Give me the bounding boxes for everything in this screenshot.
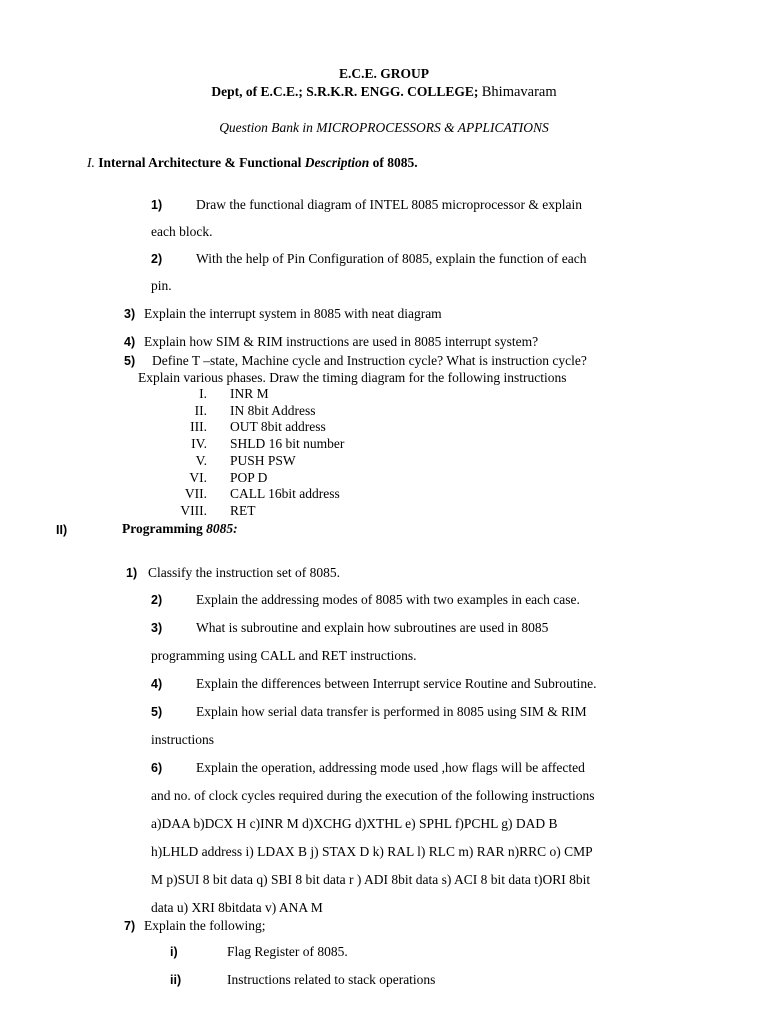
section1-title-a: Internal Architecture & Functional [98,155,302,170]
s1-q5-item-5-text: PUSH PSW [230,453,296,468]
s2-q3-number: 3) [151,621,163,635]
s2-q7-item-2-text: Instructions related to stack operations [227,972,436,987]
s1-q5-item-3-numeral: III. [190,419,207,434]
section1-numeral: I. [87,155,95,170]
s1-q5-item-8-text: RET [230,503,256,518]
s1-q1-line2: each block. [151,224,213,239]
s1-q3-number: 3) [124,307,136,321]
s2-q3-line2: programming using CALL and RET instructions. [151,648,417,663]
s2-q5-line1: Explain how serial data transfer is performed in 8085 using SIM & RIM [196,704,587,719]
header-subtitle: Question Bank in MICROPROCESSORS & APPLICATIONS [219,120,549,135]
s1-q5-item-1-text: INR M [230,386,269,401]
s2-q4-text: Explain the differences between Interrupt service Routine and Subroutine. [196,676,597,691]
header-dept [0,84,768,101]
s1-q5-item-7-text: CALL 16bit address [230,486,340,501]
s1-q5-item-3-text: OUT 8bit address [230,419,326,434]
s2-q2-number: 2) [151,593,163,607]
section1-heading [87,155,418,171]
s1-q2-line1: With the help of Pin Configuration of 8085, explain the function of each [196,251,587,266]
s1-q5-item-2-numeral: II. [194,403,207,418]
s1-q5-item-8-numeral: VIII. [180,503,207,518]
s1-q5-item-4-text: SHLD 16 bit number [230,436,345,451]
section2-title-b: 8085: [206,521,238,536]
s2-q1-text: Classify the instruction set of 8085. [148,565,340,580]
s2-q7-number: 7) [124,919,136,933]
s1-q5-item-6-numeral: VI. [189,470,207,485]
s2-q1-number: 1) [126,566,138,580]
s2-q5-line2: instructions [151,732,214,747]
s2-q7-text: Explain the following; [144,918,266,933]
s1-q5-line1: Define T –state, Machine cycle and Instruction cycle? What is instruction cycle? [152,353,587,368]
s2-q6-line2: and no. of clock cycles required during the execution of the following instructions [151,788,595,803]
header-dept-city: Bhimavaram [481,84,557,100]
s1-q1-number: 1) [151,198,163,212]
s1-q5-item-7-numeral: VII. [184,486,207,501]
section1-title-c: of 8085. [372,155,418,170]
s2-q7-item-1-text: Flag Register of 8085. [227,944,348,959]
section1-title-b: Description [304,155,370,170]
s2-q6-number: 6) [151,761,163,775]
s2-q7-item-1-numeral: i) [170,945,178,959]
s2-q6-line1: Explain the operation, addressing mode used ,how flags will be affected [196,760,585,775]
s2-q6-line6: data u) XRI 8bitdata v) ANA M [151,900,323,915]
s2-q2-text: Explain the addressing modes of 8085 with two examples in each case. [196,592,580,607]
s1-q5-item-5-numeral: V. [195,453,207,468]
header-dept-college: Dept, of E.C.E.; S.R.K.R. ENGG. COLLEGE; [211,84,479,99]
s2-q6-line4: h)LHLD address i) LDAX B j) STAX D k) RAL l) RLC m) RAR n)RRC o) CMP [151,844,593,859]
s1-q5-item-6-text: POP D [230,470,268,485]
s1-q2-number: 2) [151,252,163,266]
s1-q4-number: 4) [124,335,136,349]
s1-q5-item-2-text: IN 8bit Address [230,403,316,418]
s2-q5-number: 5) [151,705,163,719]
s2-q3-line1: What is subroutine and explain how subroutines are used in 8085 [196,620,549,635]
s1-q3-text: Explain the interrupt system in 8085 with neat diagram [144,306,442,321]
section2-numeral: II) [56,523,68,537]
section2-heading [122,521,238,537]
s1-q4-text: Explain how SIM & RIM instructions are used in 8085 interrupt system? [144,334,539,349]
s1-q5-number: 5) [124,354,136,368]
s1-q5-item-1-numeral: I. [199,386,207,401]
s2-q6-line5: M p)SUI 8 bit data q) SBI 8 bit data r ) ADI 8bit data s) ACI 8 bit data t)ORI 8bit [151,872,591,887]
section2-title-a: Programming [122,521,203,536]
s2-q4-number: 4) [151,677,163,691]
s1-q1-line1: Draw the functional diagram of INTEL 8085 microprocessor & explain [196,197,583,212]
s1-q2-line2: pin. [151,278,172,293]
s2-q6-line3: a)DAA b)DCX H c)INR M d)XCHG d)XTHL e) SPHL f)PCHL g) DAD B [151,816,558,831]
s2-q7-item-2-numeral: ii) [170,973,182,987]
s1-q5-item-4-numeral: IV. [191,436,207,451]
s1-q5-line2: Explain various phases. Draw the timing diagram for the following instructions [138,370,567,385]
header-group: E.C.E. GROUP [338,66,429,81]
